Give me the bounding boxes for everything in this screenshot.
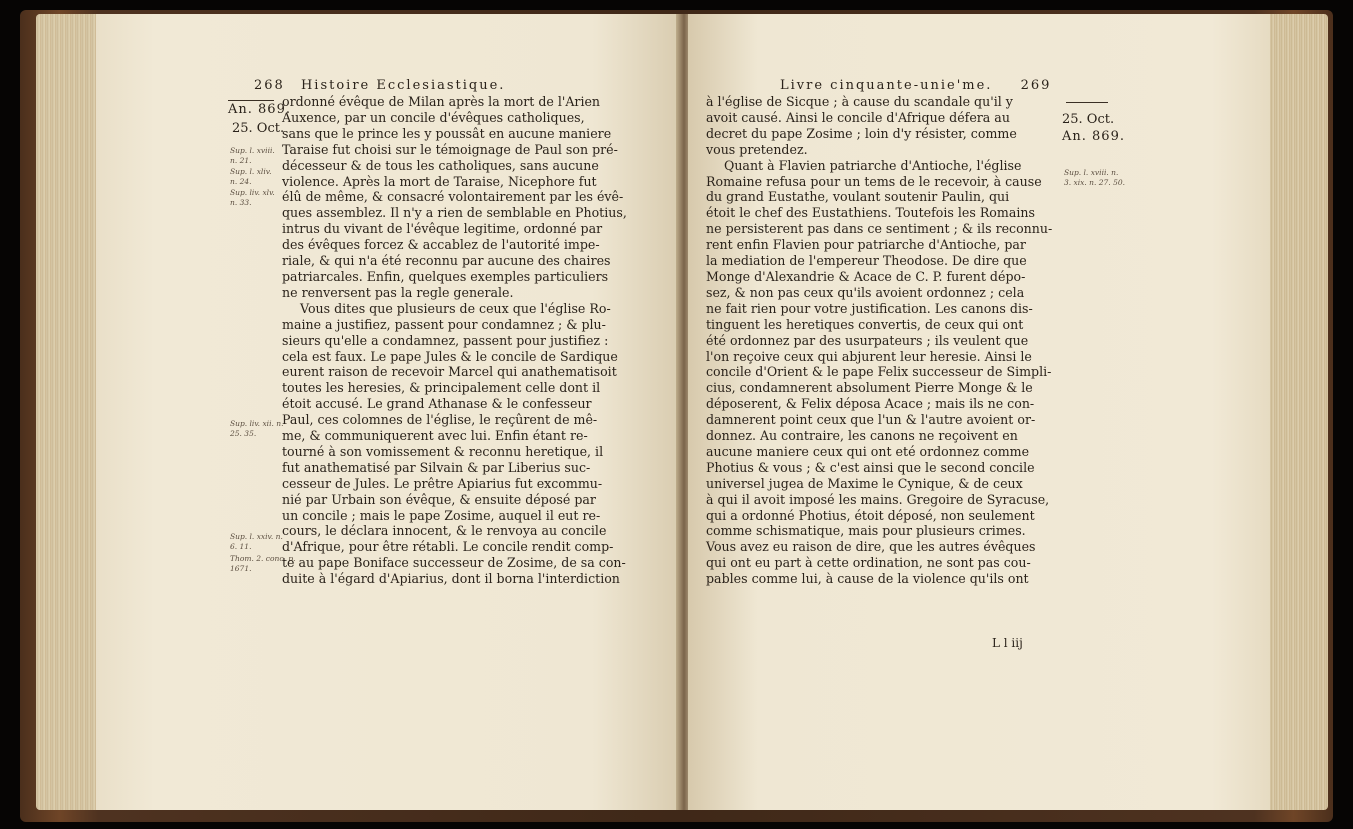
text-line: à qui il avoit imposé les mains. Gregoire de Syracuse, [706,491,1050,507]
margin-rule [1066,102,1108,103]
text-line: avoit causé. Ainsi le concile d'Afrique défera au [706,109,1010,125]
right-header-title: Livre cinquante-unie'me. [780,78,993,93]
text-line: cours, le déclara innocent, & le renvoya au concile [282,523,607,539]
text-line: tourné à son vomissement & reconnu heretique, il [282,443,604,459]
text-line: Auxence, par un concile d'évêques catholiques, [282,109,585,125]
text-line: Vous avez eu raison de dire, que les autres évêques [706,539,1036,555]
text-line: cela est faux. Le pape Jules & le concile de Sardique [282,348,618,364]
text-line: pables comme lui, à cause de la violence qu'ils ont [706,571,1029,587]
text-line: Photius & vous ; & c'est ainsi que le second concile [706,459,1035,475]
text-line: concile d'Orient & le pape Felix successeur de Simpli- [706,364,1052,380]
margin-note: Sup. l. xviii. n. 3. xix. n. 27. 50. [1064,168,1126,187]
text-line: la mediation de l'empereur Theodose. De dire que [706,253,1027,269]
text-line: damnerent point ceux que l'un & l'autre avoient or- [706,412,1036,428]
text-line: cesseur de Jules. Le prêtre Apiarius fut excommu- [282,475,603,491]
text-line: Monge d'Alexandrie & Acace de C. P. furent dépo- [706,268,1026,284]
right-margin-day: 25. Oct. [1062,112,1115,127]
text-line: étoit accusé. Le grand Athanase & le confesseur [282,396,592,412]
text-line: étoit le chef des Eustathiens. Toutefois les Romains [706,205,1035,221]
left-body-text [282,94,652,587]
text-line: patriarcales. Enfin, quelques exemples particuliers [282,268,609,284]
text-line: qui a ordonné Photius, étoit déposé, non seulement [706,507,1035,523]
text-line: riale, & qui n'a été reconnu par aucune des chaires [282,253,611,269]
text-line: des évêques forcez & accablez de l'autorité impe- [282,237,600,253]
margin-note: Sup. l. xxiv. n. 6. 11. [230,532,283,551]
signature-mark: L l iij [992,636,1023,650]
text-line: sieurs qu'elle a condamnez, passent pour justifiez : [282,332,609,348]
margin-note: Sup. liv. xii. n. 25. 35. [230,419,284,438]
margin-note: Sup. liv. xlv. n. 33. [230,188,275,207]
text-line: d'Afrique, pour être rétabli. Le concile rendit comp- [282,539,614,555]
text-line: nié par Urbain son évêque, & ensuite déposé par [282,491,596,507]
right-page [688,14,1270,810]
right-page-number: 269 [1020,78,1052,93]
text-line: tinguent les heretiques convertis, de ceux qui ont [706,316,1024,332]
text-line: à l'église de Sicque ; à cause du scandale qu'il y [706,94,1013,109]
page-edges-right [1270,14,1328,810]
text-line: comme schismatique, mais pour plusieurs crimes. [706,523,1026,539]
text-line: te au pape Boniface successeur de Zosime, de sa con- [282,555,626,571]
text-line: maine a justifiez, passent pour condamnez ; & plu- [282,316,606,332]
text-line: Vous dites que plusieurs de ceux que l'église Ro- [300,300,611,316]
text-line: un concile ; mais le pape Zosime, auquel il eut re- [282,507,601,523]
text-line: violence. Après la mort de Taraise, Nicephore fut [282,173,597,189]
text-line: du grand Eustathe, voulant soutenir Paulin, qui [706,189,1010,205]
text-line: cius, condamnerent absolument Pierre Monge & le [706,380,1033,396]
text-line: donnez. Au contraire, les canons ne reçoivent en [706,428,1018,444]
text-line: ne persisterent pas dans ce sentiment ; & ils reconnu- [706,221,1053,237]
left-margin-day: 25. Oct. [232,121,285,136]
margin-note: Thom. 2. conc. p. 1671. [230,554,296,573]
right-margin-date [1062,112,1125,144]
margin-note: Sup. l. xviii. n. 21. [230,146,275,165]
right-margin-year: An. 869. [1062,129,1125,144]
right-body-text [706,94,1060,587]
right-running-head [780,78,1051,93]
text-line: Quant à Flavien patriarche d'Antioche, l'église [724,157,1022,173]
text-line: ques assemblez. Il n'y a rien de semblable en Photius, [282,205,627,221]
text-line: sans que le prince les y poussât en aucune maniere [282,125,612,141]
text-line: ordonné évêque de Milan après la mort de l'Arien [282,94,601,109]
text-line: toutes les heresies, & principalement celle dont il [282,380,601,396]
text-line: décesseur & de tous les catholiques, sans aucune [282,157,599,173]
text-line: ne fait rien pour votre justification. Les canons dis- [706,300,1033,316]
text-line: sez, & non pas ceux qu'ils avoient ordonnez ; cela [706,284,1025,300]
text-line: déposerent, & Felix déposa Acace ; mais ils ne con- [706,396,1035,412]
text-line: eurent raison de recevoir Marcel qui anathematisoit [282,364,617,380]
text-line: qui ont eu part à cette ordination, ne sont pas cou- [706,555,1031,571]
text-line: me, & communiquerent avec lui. Enfin étant re- [282,428,588,444]
text-line: intrus du vivant de l'évêque legitime, ordonné par [282,221,603,237]
text-line: duite à l'égard d'Apiarius, dont il borna l'interdiction [282,571,620,587]
margin-rule [228,100,274,101]
left-margin-year: An. 869. [228,102,291,117]
left-header-title: Histoire Ecclesiastique. [300,78,506,93]
text-line: Taraise fut choisi sur le témoignage de Paul son pré- [282,141,618,157]
left-running-head [254,78,505,93]
text-line: ne renversent pas la regle generale. [282,284,514,300]
text-line: fut anathematisé par Silvain & par Liberius suc- [282,459,591,475]
text-line: été ordonnez par des usurpateurs ; ils veulent que [706,332,1029,348]
text-line: rent enfin Flavien pour patriarche d'Antioche, par [706,237,1026,253]
text-line: Romaine refusa pour un tems de le recevoir, à cause [706,173,1042,189]
margin-note: Sup. l. xliv. n. 24. [230,167,272,186]
page-edges-left [36,14,96,810]
text-line: decret du pape Zosime ; loin d'y résister, comme [706,125,1017,141]
left-page-number: 268 [254,78,285,93]
text-line: l'on reçoive ceux qui abjurent leur heresie. Ainsi le [706,348,1032,364]
text-line: Paul, ces colomnes de l'église, le reçûrent de mê- [282,412,598,428]
left-page [96,14,680,810]
text-line: aucune maniere ceux qui ont eté ordonnez comme [706,443,1030,459]
text-line: élû de même, & consacré volontairement par les évê- [282,189,624,205]
text-line: universel jugea de Maxime le Cynique, & de ceux [706,475,1023,491]
text-line: vous pretendez. [706,141,808,157]
